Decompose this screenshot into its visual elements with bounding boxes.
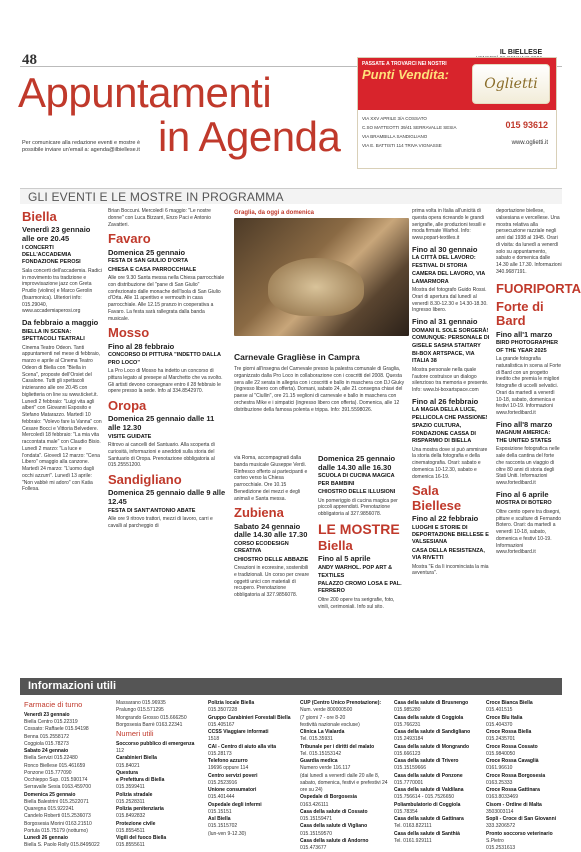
util-sub: Sopli - Croce di San Giovanni xyxy=(486,816,557,822)
event-text: deportazione biellese, valsesiana e vercellese. Una mostra relativa alla persecuzione razziale negli anni dal 1938 al 1945. Orari di visita: da lunedì a venerdì solo su appuntamento, sabato e domenica dalle 14.30 alle 17.30. Informazioni 340.9687191. xyxy=(496,208,562,275)
event-title: LUOGHI E STORIE DI DEPORTAZIONE BIELLESE E VALSESIANA xyxy=(412,524,489,546)
event-text: Mostra personale nella quale l'autore costruisce un dialogo silenzioso tra memoria e presente. Info: www.bi-boxartspace.com xyxy=(412,366,489,394)
event-text: Esposizione fotografica nelle sale della cantina del forte che racconta un viaggio di oltre 80 anni di storia degli Stati Uniti. Informazioni www.fortedibard.it xyxy=(496,446,560,487)
city-heading: Sala Biellese xyxy=(412,483,462,513)
event-text: Creazioni in ecoresine, sostenibili e tradizionali. Un corso per creare oggetti unici con materiali di recupero. Prenotazione obbligatoria al 327.9856078. xyxy=(234,565,310,599)
util-sub: Poliambulatorio di Coggiola xyxy=(394,801,461,808)
util-line: Biella Servizi 015.22480 xyxy=(24,755,78,762)
event-title: FESTA DI SANT'ANTONIO ABATE xyxy=(108,507,196,514)
util-line: Coggiola 015.78273 xyxy=(24,740,69,747)
util-line: 333.3206572 xyxy=(486,823,516,830)
util-sub: Vigili del fuoco Biella xyxy=(116,835,167,842)
util-line: Occhieppo Sup. 015.590174 xyxy=(24,777,88,784)
util-line: 015.766231 xyxy=(394,721,421,728)
util-sub: Ospedale di Borgosesia xyxy=(300,794,357,801)
event-date: Fino al 31 gennaio xyxy=(412,317,478,327)
page-title-line2: in Agenda xyxy=(158,113,341,160)
ad-store: C.SO MATTEOTTI 39/41 SERRAVALLE SESIA xyxy=(362,125,457,130)
event-title: BIELLA IN SCENA: SPETTACOLI TEATRALI xyxy=(22,328,85,343)
event-text: Cinema Teatro Odeon. Tanti appuntamenti nel mese di febbraio, marzo e aprile al Cinema Teatro Odeon di Biella con "Biella in Scena", proposte dell'Orsiet del Casalone. Tutti gli spettacoli inizieranno alle ore 20.45 con biglietteria on line su www.ticket.it. Lunedì 2 febbraio: "Luigi vita agli alberi" con Giovanni Esposito e Stefano Matarazzo. Martedì 10 febbraio: "Volevo fare la Vanna" con Cesare Bocci e Vittoria Belvedere. Mercoledì 18 febbraio: "La mia vita raccontata male" con Claudio Bisio. Lunedì 2 marzo: "La luce e l'ondata". Giovedì 12 marzo: "Cena Libero" omaggio alla canzone. Martedì 24 marzo: "L'uomo dagli occhi azzurri". Lunedì 13 aprile: "Non vabbè mi adoro" con Katia Follesa. xyxy=(22,344,102,493)
util-sub: Casa della salute di Trivero xyxy=(394,758,459,764)
util-line: 015.8554511 xyxy=(116,827,145,834)
util-line: Borgosesia Barrè 0163.22341 xyxy=(116,721,183,728)
page-number: 48 xyxy=(22,52,37,68)
event-title: LA CITTÀ DEL LAVORO: FESTIVAL DI STORIA xyxy=(412,255,476,269)
feature-photo-block xyxy=(234,210,409,346)
util-sub: Ospedale degli infermi xyxy=(208,801,262,808)
util-sub: Polizia penitenziaria xyxy=(116,806,164,813)
util-line: Tel. 0161.929111 xyxy=(394,837,432,844)
util-sub: Gruppo Carabinieri Forestali Biella xyxy=(208,714,291,721)
event-text: Brian Boccuni. Mercoledì 6 maggio: "Le nostre donne" con Luca Bizzarri, Enzo Paci e Antonio Zavatteri. xyxy=(108,208,211,228)
util-line: 015.2523916 xyxy=(208,779,238,786)
utilities-col-2 xyxy=(116,700,200,850)
util-sub: Croce Rossa Borgosesia xyxy=(486,772,546,779)
utilities-col-6 xyxy=(486,700,562,852)
ad-store: VIA E. BATTISTI 114 TRIVA VIGNASSE xyxy=(362,143,442,148)
util-line: 0163.426111 xyxy=(300,801,329,808)
util-sub: Casa della salute di Valdilana xyxy=(394,787,464,793)
event-text: Una mostra dove si può ammirare la storia della fotografia e della cinematografia. Orari: sabato e domenica 10-12.30, sabato e domenica 16-19. xyxy=(412,446,488,480)
util-line: 015.473677 xyxy=(300,845,327,851)
util-line: 015.15159471 xyxy=(300,816,332,822)
util-sub: Croce Rossa Biella xyxy=(486,729,532,735)
util-sub: Croce Blu Italia xyxy=(486,714,523,721)
util-line: Biella Balestrini 015.2522071 xyxy=(24,798,89,805)
util-line: Mongrando Grosso 015.666250 xyxy=(116,714,187,721)
util-line: Tel. 015.35931 xyxy=(300,736,333,743)
util-sub: Croce Rossa Cossato xyxy=(486,743,538,750)
util-sub: e Prefettura di Biella xyxy=(116,777,165,784)
city-heading: Favaro xyxy=(108,231,151,247)
event-text: Mostra del fotografo Guido Rossi. Orari di apertura dal lunedì al venerdì 8.30-12.30 e 14.30-18.30. Ingresso libero. xyxy=(412,287,488,314)
polenta-pot-shape xyxy=(268,258,364,316)
ad-store: VIA BRAMBILLA SANDIGLIANO xyxy=(362,134,428,139)
util-sub: Casa della salute di Brusnengo xyxy=(394,700,469,706)
util-sub: Questura xyxy=(116,769,138,776)
feature-caption: Carnevale Graglièse in Campra xyxy=(234,352,360,362)
util-line: 0161.96610 xyxy=(486,765,513,772)
util-line: 015.78354 xyxy=(394,808,418,815)
util-sub: Casa della salute di Coggiola xyxy=(394,714,464,721)
event-title: CONCORSO DI PITTURA "INDETTO DALLA PRO LOCO" xyxy=(108,352,221,366)
util-line: Biella Centro 015.22319 xyxy=(24,719,78,726)
feature-text: Tre giorni all'insegna del Carnevale presso la palestra comunale di Graglia, organizzato dalla Pro Loco in collaborazione con i coscritti del 2008. Questa sera alle 22 serata in allegria con i coscritti e ballo in maschera con DJ Giuky (ingresso libero con offerta). Domani, sabato 24, alle 21 consegna chiavi del paese al "Ciullin", ore 21.15 veglioni di carnevale e ballo in maschera con orchestra Mike e i simpatici (ingresso libero con offerta). Domenica, alle 12 distribuzione della famosa polenta e trippa. Info: 391.5598026. xyxy=(234,366,405,413)
mostre-heading: LE MOSTRE xyxy=(318,520,400,537)
util-line: (lun-ven 9-12.30) xyxy=(208,830,247,837)
util-sub: Venerdì 23 gennaio xyxy=(24,711,70,718)
util-line: Biella S. Paolo Rolly 015.8495022 xyxy=(24,842,100,849)
util-line: 015.15151 xyxy=(208,808,232,815)
util-line: Serravalle Sesia 0163.459700 xyxy=(24,784,91,791)
event-title: CORSO ECODESIGN CREATIVA xyxy=(234,540,289,555)
city-heading: Sandigliano xyxy=(108,472,182,487)
column-5 xyxy=(412,208,490,673)
util-line: Ponzone 015.777090 xyxy=(24,769,72,776)
event-text: La grande fotografia naturalistica in scena al Forte di Bard con un progetto inedito che premia le migliori fotografie di uccelli selvatici. Orari da martedì a venerdì 10-18, sabato, domenica e festivi 10-19. Informazioni www.fortedibard.it xyxy=(496,356,562,417)
event-title: LA MAGIA DELLA LUCE, PELLICOLA CHE PASSIONE! xyxy=(412,407,488,421)
util-sub: Cisom - Ordine di Malta xyxy=(486,801,542,808)
util-sub: CAI - Centro di aiuto alla vita xyxy=(208,743,277,750)
submission-note: Per comunicare alla redazione eventi e mostre è possibile inviare un'email a: agenda@ilbiellese.it xyxy=(22,140,141,154)
column-6 xyxy=(496,208,581,673)
util-sub: Clinica La Vialarda xyxy=(300,729,345,735)
event-venue: BI-BOX ARTSPACE, VIA ITALIA 38 xyxy=(412,350,475,365)
event-text: La Pro Loco di Mosso ha indetto un concorso di pittura legato al presepe al Marchetto che va svolto. Gli artisti devono consegnare entro il 28 febbraio le opere presso la sede. Info al 334.8542970. xyxy=(108,368,223,395)
event-venue: PALAZZO CROMO LOSA E PAL. FERRERO xyxy=(318,580,402,595)
util-line: 015.401444 xyxy=(208,794,235,801)
ad-store-list xyxy=(362,116,462,152)
util-sub: Asl Biella xyxy=(208,816,231,822)
util-line: 015.8555611 xyxy=(116,842,145,849)
newspaper-name: IL BIELLESE xyxy=(499,49,543,56)
event-date: Fino al 22 febbraio xyxy=(412,513,479,523)
event-date: Fino al 28 febbraio xyxy=(108,341,175,351)
util-line: 1518 xyxy=(208,736,220,743)
util-sub: Sabato 24 gennaio xyxy=(24,748,69,755)
city-heading: Mosso xyxy=(108,325,150,341)
util-line: Portula 015.75179 (notturno) xyxy=(24,827,88,834)
utilities-col-5 xyxy=(394,700,480,845)
event-title: MOSTRA DI BOTERO xyxy=(496,500,552,507)
event-date: Fino all'1 marzo xyxy=(496,329,553,339)
event-venue: CHIOSTRO DELLE ILLUSIONI xyxy=(318,489,396,496)
util-line: 015.7770001 xyxy=(394,779,424,786)
util-sub: Telefono azzurro xyxy=(208,758,248,764)
util-sub: Tribunale per i diritti del malato xyxy=(300,743,375,750)
util-line: Ronco Biellese 015.461659 xyxy=(24,762,86,769)
util-line: 015.28173 xyxy=(208,750,232,757)
util-line: Borgosesia Morini 0163.21510 xyxy=(24,820,92,827)
event-title: I CONCERTI DELL'ACCADEMIA FONDAZIONE PEROSI xyxy=(22,244,81,266)
util-sub: Casa della salute di Santhià xyxy=(394,830,460,837)
event-title: SCUOLA DI CUCINA MAGICA PER BAMBINI xyxy=(318,473,395,487)
utilities-col-4 xyxy=(300,700,388,852)
event-date: Domenica 25 gennaio xyxy=(108,247,186,257)
util-sub: Unione consumatori xyxy=(208,787,257,793)
advertisement[interactable] xyxy=(357,57,557,169)
event-text: Ritrovo ai cancelli del Santuario. Alla scoperta di curiosità, informazioni e aneddoti sulla storia del Santuario di Oropa. Prenotazione obbligatoria al 015.25551200. xyxy=(108,442,215,469)
util-line: festività nazionale escluse) xyxy=(300,721,360,728)
event-text: via Roma, accompagnati dalla banda musicale Giuseppe Verdi. Rinfresco offerto ai partecipanti e corteo verso la Chiesa parrocchiale. Ore 10.15 Benedizione dei mezzi e degli animali e Santa messa. xyxy=(234,455,308,502)
util-line: 015.15159570 xyxy=(300,830,332,837)
util-sub: Croce Rossa Cavaglià xyxy=(486,758,539,764)
util-line: Tel. 0163.822111 xyxy=(394,823,432,830)
util-line: 015.401515 xyxy=(486,707,513,714)
event-date: Domenica 25 gennaio dalle 9 alle 12.45 xyxy=(108,488,226,506)
util-line: 0163.8033469 xyxy=(486,794,518,801)
util-line: 3503003114 xyxy=(486,808,514,815)
util-sub: Casa della salute di Gattinara xyxy=(394,816,464,822)
util-line: 015.3599411 xyxy=(116,784,145,791)
event-date: Fino al 30 gennaio xyxy=(412,244,478,254)
utilities-col-1 xyxy=(24,700,108,850)
section-header xyxy=(20,188,562,204)
ad-logo: Oglietti xyxy=(472,64,550,104)
util-line: 015.2493184 xyxy=(394,736,424,743)
util-line: 19696 oppure 114 xyxy=(208,765,249,772)
util-line: 015.2531613 xyxy=(486,845,516,851)
util-line: 015.15159666 xyxy=(394,765,426,772)
util-sub: Carabinieri Biella xyxy=(116,755,157,762)
event-text: Alle ore 9 ritrovo trattori, mezzi di lavoro, carri e cavalli al parcheggio di xyxy=(108,515,213,529)
util-sub: Pronto soccorso veterinario xyxy=(486,830,553,837)
ad-small-text: PASSATE A TROVARCI NEI NOSTRI xyxy=(362,61,447,67)
util-sub: Casa della salute di Ponzone xyxy=(394,772,463,779)
city-heading: Biella xyxy=(22,209,57,224)
util-line: 015.1515702 xyxy=(208,823,238,830)
util-line: 015.756614 - 015.7526650 xyxy=(394,794,455,801)
util-line: 0163.25333 xyxy=(486,779,513,786)
util-line: 015.405167 xyxy=(208,721,235,728)
util-sub: Casa della salute di Andorno xyxy=(300,837,369,844)
carnival-photo xyxy=(234,218,409,336)
utilities-col-3 xyxy=(208,700,294,838)
util-line: 112 xyxy=(116,748,124,755)
fuoriporta-heading: FUORIPORTA xyxy=(496,280,581,296)
page-title-line1: Appuntamenti xyxy=(18,69,272,116)
column-1 xyxy=(22,208,102,673)
util-line: 015.3507228 xyxy=(208,707,238,714)
util-sub: Casa della salute di Sandigliano xyxy=(394,729,471,735)
event-text: prima volta in Italia all'unicità di questa opera ricreando le grandi serigrafie, alle produzioni tessili e moda firmate Warhol. Info: www.popart-textiles.it xyxy=(412,208,486,241)
event-date: Domenica 25 gennaio dalle 11 alle 12.30 xyxy=(108,414,215,432)
util-line: 015.985280 xyxy=(394,707,421,714)
event-date: Venerdì 23 gennaio alle ore 20.45 xyxy=(22,225,91,243)
event-venue: CHIESA E CASA PARROCCHIALE xyxy=(108,266,197,273)
util-sub: Croce Bianca Biella xyxy=(486,700,533,706)
feature-label: Graglia, da oggi a domenica xyxy=(234,210,315,216)
utilities-bar xyxy=(20,678,562,695)
util-sub: Domenica 25 gennaio xyxy=(24,791,76,798)
util-line: 015.666123 xyxy=(394,750,421,757)
event-date: Fino al 6 aprile xyxy=(496,489,549,499)
utilities-title: Informazioni utili xyxy=(28,680,116,692)
event-text: Sala concerti dell'accademia. Radici in movimento tra tradizione e improvvisazione jazz con Greta Prudio (violino) e Marco Gerolin (fisarmonica). Ulteriori info: 015.29040, www.accademiaperosi.org xyxy=(22,267,102,315)
util-line: Numero verde 116.117 xyxy=(300,765,351,772)
event-date: Sabato 24 gennaio dalle 14.30 alle 17.30 xyxy=(234,521,308,540)
event-title: ANDY WARHOL. POP ART & TEXTILES xyxy=(318,565,393,579)
event-text: Alle ore 9.30 Santa messa nella Chiesa parrocchiale con distribuzione del "pane di San Giulio" confezionato dalle monache dell'Isola di San Giulio d'Orta. Alle 11 aperitivo e vermouth in casa parrocchiale. Alle 12.15 pranzo in cooperativa a Favaro. La festa sarà rallegrata dalla banda musicale. xyxy=(108,275,225,322)
column-4 xyxy=(318,455,404,673)
util-sub: Lunedì 26 gennaio xyxy=(24,835,68,842)
util-sub: Casa della salute di Mongrando xyxy=(394,743,470,750)
util-sub: CCSS Viaggiare informati xyxy=(208,729,269,735)
util-line: 015.8492832 xyxy=(116,813,146,820)
util-line: Num. verde 800000500 xyxy=(300,707,353,714)
util-line: 015.84021 xyxy=(116,762,140,769)
event-text: Oltre cento opere tra disegni, pitture e sculture di Fernando Botero. Orari: da martedì a venerdì 10-18, sabato, domenica e festivi 10-19. Informazioni www.fortedibard.it xyxy=(496,508,562,556)
city-heading: Biella xyxy=(318,538,353,554)
event-text: Mostra "E da lì incominciata la mia avventura". xyxy=(412,563,489,577)
util-line: Quaregna 015.922241 xyxy=(24,806,75,813)
util-sub: Casa della salute di Vigliano xyxy=(300,823,368,830)
city-heading: Oropa xyxy=(108,398,147,414)
util-sub: Soccorso pubblico di emergenza xyxy=(116,740,195,747)
util-sub: Protezione civile xyxy=(116,820,156,827)
ad-phone: 015 93612 xyxy=(505,120,548,130)
section-title: GLI EVENTI E LE MOSTRE IN PROGRAMMA xyxy=(28,190,284,204)
event-title: MAGNUM AMERICA: THE UNITED STATES xyxy=(496,430,552,444)
column-3-lower xyxy=(234,455,312,673)
util-line: S.Pietro xyxy=(486,837,504,844)
event-venue: CASA DELLA RESISTENZA, VIA RIVETTI xyxy=(412,547,485,562)
util-line: Candelo Roberti 015.2536073 xyxy=(24,813,91,820)
util-line: Benna 015.2558172 xyxy=(24,733,70,740)
util-heading: Farmacie di turno xyxy=(24,700,83,709)
util-line: 015.2435701 xyxy=(486,736,516,743)
util-line: Cossato: Raffaele 015.94198 xyxy=(24,726,89,733)
event-text: Oltre 200 opere tra serigrafie, foto, vinili, cerimoniali. Info sul sito. xyxy=(318,596,395,610)
event-date: Fino all'8 marzo xyxy=(496,419,553,429)
util-line: 015.2528311 xyxy=(116,798,145,805)
util-line: Tel. 015.15153142 xyxy=(300,750,342,757)
event-title: BIRD PHOTOGRAPHER OF THE YEAR 2025 xyxy=(496,340,558,354)
util-line: Pralungo 015.571295 xyxy=(116,707,164,714)
city-heading: Forte di Bard xyxy=(496,299,544,329)
column-2 xyxy=(108,208,226,673)
util-heading: Numeri utili xyxy=(116,729,154,738)
event-date: Fino al 26 febbraio xyxy=(412,396,479,406)
util-line: (dai lunedì a venerdì dalle 20 alle 8, sabato, domenica, festivi e prefestivi 24 ore su 24) xyxy=(300,772,388,793)
ad-store: VIA XXV APRILE 3/A COSSATO xyxy=(362,116,427,121)
event-date: Fino al 5 aprile xyxy=(318,554,371,564)
util-sub: Guardia medica xyxy=(300,758,338,764)
util-sub: Polizia locale Biella xyxy=(208,700,255,706)
util-line: 015.9840050 xyxy=(486,750,516,757)
util-sub: Centro servizi poveri xyxy=(208,772,258,779)
util-sub: CUP (Centro Unico Prenotazione): xyxy=(300,700,382,706)
util-sub: Casa della salute di Cossato xyxy=(300,808,368,815)
event-title: FESTA DI SAN GIULIO D'ORTA xyxy=(108,258,189,265)
ad-headline: Punti Vendita: xyxy=(362,67,449,82)
event-venue: SPAZIO CULTURA, FONDAZIONE CASSA DI RISPARMIO DI BIELLA xyxy=(412,423,476,445)
util-line: Massarano 015.96935 xyxy=(116,700,166,706)
event-text: Un pomeriggio di cucina magica per piccoli apprendisti. Prenotazione obbligatoria al 327.9856078. xyxy=(318,497,398,518)
event-date: Domenica 25 gennaio dalle 14.30 alle 16.30 xyxy=(318,454,396,472)
city-heading: Zubiena xyxy=(234,505,284,521)
util-line: 015.404370 xyxy=(486,721,513,728)
event-title: DOMANI IL SOLE SORGERÀ! COMUNQUE: PERSONALE DI GISELE SASHA STAITARY xyxy=(412,327,490,349)
ad-website[interactable]: www.oglietti.it xyxy=(511,140,548,146)
util-sub: Croce Rossa Gattinara xyxy=(486,787,540,793)
util-line: (7 giorni 7 - ore 8-20 xyxy=(300,714,346,721)
event-date: Da febbraio a maggio xyxy=(22,318,99,328)
event-title: VISITE GUIDATE xyxy=(108,433,152,440)
event-venue: CHIOSTRO DELLE ABBAZIE xyxy=(234,556,309,563)
util-sub: Polizia stradale xyxy=(116,791,153,798)
event-venue: CAMERA DEL LAVORO, VIA LAMARMORA xyxy=(412,271,486,285)
